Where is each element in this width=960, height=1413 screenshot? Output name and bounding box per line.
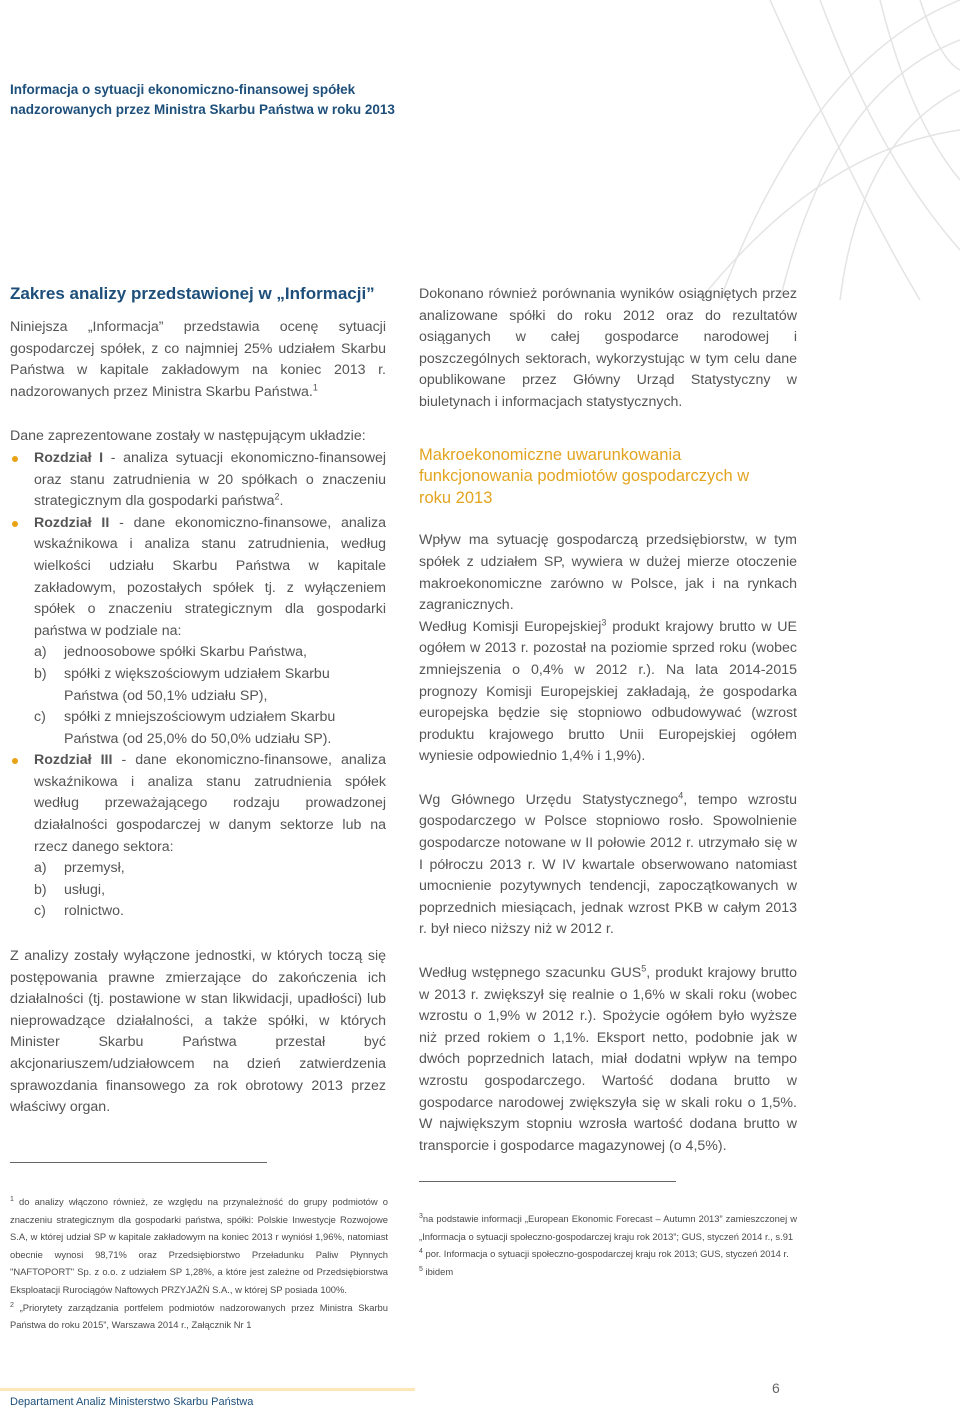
header-line-2: nadzorowanych przez Ministra Skarbu Państwa w roku 2013 [10,102,395,117]
footnote-1: $^1$ do analizy włączono również, ze względu na przynależność do grupy podmiotów o znaczeniu strategicznym dla gospodarki państwa, spółki: Polskie Inwestycje Rozwojowe S.A, w której udział SP w kapitale zakładowym na koniec 2013 r wyniósł 1,96%, natomiast obecnie wynosi 98,71% oraz Przedsiębiorstwo Przeładunku Paliw Płynnych "NAFTOPORT" Sp. z o.o. z udziałem SP 1,28%, a które jest zależne od Przedsiębiorstwa Eksploatacji Rurociągów Naftowych PRZYJAŹŃ S.A., w której SP posiada 100%. [10,1195,388,1295]
decorative-arcs [660,0,960,300]
footnote-3: $^3$na podstawie informacji „European Ekonomic Forecast – Autumn 2013” zamieszczonej w „Informacja o sytuacji społeczno-gospodarczej kraju rok 2013”; GUS, styczeń 2014 r., s.91 [419,1212,797,1242]
page-number: 6 [772,1380,780,1396]
macro-paragraph-3: Wg Głównego Urzędu Statystycznego$^4$, tempo wzrostu gospodarczego w Polsce stopniowo rosło. Spowolnienie gospodarcze notowane w II połowie 2012 r. utrzymało się w I półroczu 2013 r. W IV kwartale obserwowano natomiast umocnienie pozytywnych tendencji, zapoczątkowanych w poprzednich miesiącach, jednak wzrost PKB w całym 2013 r. był nieco niższy niż w 2012 r. [419,790,797,938]
exclusion-paragraph: Z analizy zostały wyłączone jednostki, w których toczą się postępowania prawne zmierzające do zakończenia ich działalności (tj. postawione w stan likwidacji, upadłości) lub nieprowadzące działalności, a także spółki, w których Minister Skarbu Państwa przestał być akcjonariuszem/udziałowcem na dzień zatwierdzenia sprawozdania finansowego za rok obrotowy 2013 przez właściwy organ. [10,948,386,1116]
intro-paragraph: Niniejsza „Informacja” przedstawia ocenę sytuacji gospodarczej spółek, z co najmniej 25% udziałem Skarbu Państwa w kapitale zakładowym na koniec 2013 r. nadzorowanych przez Ministra Skarbu Państwa.$^1$ [10,319,386,400]
right-column [419,284,797,1157]
macro-paragraph-1: Wpływ ma sytuację gospodarczą przedsiębiorstw, w tym spółek z udziałem SP, wywiera w dużej mierze otoczenie makroekonomiczne zarówno w Polsce, jak i na rynkach zagranicznych. [419,532,797,614]
bullet-chapter-2: Rozdział II - dane ekonomiczno-finansowe, analiza wskaźnikowa i analiza stanu zatrudnienia, według wielkości udziału Skarbu Państwa w kapitale zakładowym, pozostałych spółek tj. z wyłączeniem spółek o znaczeniu strategicznym dla gospodarki państwa w podziale na: [10,513,386,643]
list-item: a) jednoosobowe spółki Skarbu Państwa, [34,644,307,661]
section-title-scope: Zakres analizy przedstawionej w „Informacji” [10,284,375,303]
comparison-paragraph: Dokonano również porównania wyników osiągniętych przez analizowane spółki do roku 2012 oraz do rezultatów osiąganych w całej gospodarce narodowej i poszczególnych sektorach, wykorzystując w tym celu dane opublikowane przez Główny Urząd Statystyczny w biuletynach i informacjach statystycznych. [419,286,797,410]
left-column [10,283,386,1119]
footnote-rule-right [419,1181,676,1182]
macro-paragraph-2: Według Komisji Europejskiej$^3$ produkt krajowy brutto w UE ogółem w 2013 r. pozostał na poziomie sprzed roku (wobec zmniejszenia o 0,4% w 2012 r.). Na lata 2014-2015 prognozy Komisji Europejskiej zakładają, że gospodarka europejska będzie się stopniowo odbudowywać (wzrost produktu krajowego brutto Unii Europejskiej ogółem wyniesie odpowiednio 1,4% i 1,9%). [419,616,797,765]
list-item: a) przemysł, [34,860,125,877]
header-line-1: Informacja o sytuacji ekonomiczno-finansowej spółek [10,82,356,97]
footnotes-left [10,1193,388,1334]
footnotes-right [419,1210,797,1280]
bullet-chapter-3: Rozdział III - dane ekonomiczno-finansowe, analiza wskaźnikowa i analiza stanu zatrudnienia spółek według przeważającego rodzaju prowadzonej działalności gospodarczej w danym sektorze lub na rzecz danego sektora: [10,750,386,858]
footer-department: Departament Analiz Ministerstwo Skarbu Państwa [10,1396,254,1408]
macro-paragraph-4: Według wstępnego szacunku GUS$^5$, produkt krajowy brutto w 2013 r. zwiększył się realnie o 1,6% w skali roku (wobec wzrostu o 1,9% w 2012 r.). Spożycie ogółem było wyższe niż przed rokiem o 1,1%. Eksport netto, podobnie jak w dwóch poprzednich latach, miał dodatni wpływ na tempo wzrostu gospodarczego. Wartość dodana brutto w gospodarce narodowej zwiększyła się w skali roku o 1,5%. W największym stopniu wzrosła wartość dodana brutto w transporcie i gospodarce magazynowej (o 4,5%). [419,963,797,1154]
footnote-rule-left [10,1162,267,1163]
list-item: b) usługi, [34,881,106,898]
list-item: c) rolnictwo. [34,903,124,920]
section-title-macro: Makroekonomiczne uwarunkowania funkcjonowania podmiotów gospodarczych w roku 2013 [419,445,750,507]
bullet-chapter-1: Rozdział I - analiza sytuacji ekonomiczno-finansowej oraz stanu zatrudnienia w 20 spółkach o znaczeniu strategicznym dla gospodarki państwa$^2$. [10,448,386,513]
list-item: b) spółki z większościowym udziałem Skarbu Państwa (od 50,1% udziału SP), [34,665,330,704]
layout-intro: Dane zaprezentowane zostały w następującym układzie: [10,428,366,445]
list-item: c) spółki z mniejszościowym udziałem Skarbu Państwa (od 25,0% do 50,0% udziału SP). [34,709,336,747]
footnote-5: $^5$ ibidem [419,1265,454,1277]
footnote-2: $^2$ „Priorytety zarządzania portfelem podmiotów nadzorowanych przez Ministra Skarbu Państwa do roku 2015”, Warszawa 2014 r., Załącznik Nr 1 [10,1301,388,1331]
footnote-ref-1: 1 [312,382,318,393]
footnote-4: $^4$ por. Informacja o sytuacji społeczno-gospodarczej kraju rok 2013; GUS, styczeń 2014 r. [419,1248,789,1260]
document-header [10,80,430,120]
footer-accent-bar [0,1388,415,1391]
